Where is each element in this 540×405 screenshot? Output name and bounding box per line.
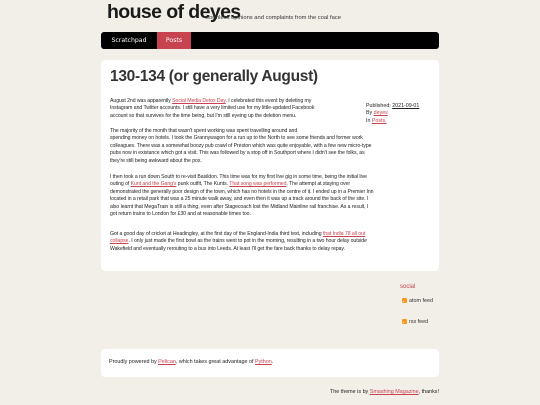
category-link[interactable]: Posts. (371, 117, 387, 124)
text-segment: . (271, 359, 274, 365)
feed-icon (402, 319, 407, 324)
text-line: located in a retail park that was a 25 minute walk away, and even then it was up a track around the back of the site. I (110, 196, 369, 203)
india-78-all-out-link[interactable]: that India 78 all out (322, 231, 366, 237)
text-segment: , which takes great advantage of (175, 359, 255, 365)
text-line: colleagues. There was a somewhat boozy pub crawl of Preston which was quite enjoyable, with a few new micro-type (110, 142, 372, 149)
text-segment: August 2nd was apparently (110, 98, 173, 104)
powered-by-text (109, 359, 273, 365)
in-label: In (366, 117, 371, 124)
text-segment: , thanks! (418, 389, 439, 395)
text-line (110, 231, 367, 238)
text-line: also learnt that MegaTrain is still a thing, even after Stagecoach lost the Midland Mainline rail franchise. As a result, I (110, 203, 369, 210)
python-link[interactable]: Python (254, 359, 272, 365)
category-line (366, 118, 419, 125)
published-date: 2021-09-01 (392, 103, 420, 109)
text-segment: punk outfit, The Kunts. (176, 181, 230, 188)
text-segment: Got a good day of cricket at Headingley, at the first day of the England-India third test, including (110, 231, 323, 237)
nav-item-posts[interactable]: Posts (157, 32, 191, 49)
paragraph-2 (110, 128, 371, 165)
text-segment: Proudly powered by (109, 359, 159, 365)
text-line: I then took a run down South to re-visit Basildon. This time was for my first live gig in some time, being the initial live (110, 174, 367, 180)
author-line (366, 110, 419, 117)
paragraph-1 (110, 98, 314, 120)
text-line: got return trains to London for £30 and at reasonable times too. (110, 211, 251, 218)
pelican-link[interactable]: Pelican (158, 359, 176, 365)
rss-feed-link[interactable] (402, 319, 428, 325)
site-tagline: worthless opinions and complaints from the coal face (205, 15, 341, 21)
social-heading: social (400, 284, 416, 290)
site-header (101, 0, 439, 32)
collapse-link[interactable]: collapse (110, 238, 129, 245)
nav-item-scratchpad[interactable]: Scratchpad (111, 37, 147, 44)
rss-feed-label: rss feed (409, 319, 429, 325)
paragraph-3 (110, 174, 373, 218)
social-media-detox-link[interactable]: Social Media Detox Day (172, 98, 226, 104)
published-label: Published: (366, 103, 391, 109)
text-line (110, 181, 373, 188)
main-nav (101, 32, 439, 49)
article-title[interactable]: 130-134 (or generally August) (110, 68, 318, 85)
text-segment: . The attempt at staying over (286, 181, 351, 188)
feed-icon (402, 298, 407, 303)
text-segment: The theme is by (329, 389, 370, 395)
by-label: By (366, 110, 373, 117)
text-line: Instagram and Twitter accounts. I still have a very limited use for my little-updated Facebook (110, 105, 315, 112)
text-line: they're still being awkward about the pox. (110, 157, 202, 164)
theme-credit (330, 389, 439, 395)
atom-feed-link[interactable] (402, 298, 433, 304)
text-line: spending money on hotels. I took the Grannywagon for a run up to the North to see some friends and former work (110, 135, 363, 142)
text-segment: . I celebrated this event by deleting my (225, 98, 312, 104)
paragraph-4 (110, 231, 367, 253)
smashing-magazine-link[interactable]: Smashing Magazine (369, 389, 419, 395)
published-line (366, 103, 419, 110)
text-line: The majority of the month that wasn't spent working was spent travelling around and (110, 128, 298, 134)
text-line: account so that survives for the time being, but I'm still eyeing up the deletion menu. (110, 112, 297, 119)
article-meta (366, 103, 419, 125)
song-performed-link[interactable]: That song was performed (229, 181, 287, 188)
text-segment: outing of (110, 181, 131, 188)
article-card (101, 60, 439, 271)
text-line (110, 98, 314, 105)
footer-box (101, 349, 439, 377)
atom-feed-label: atom feed (409, 298, 433, 304)
text-line: pubs now in existance which got a visit. This was followed by a stop off in Southport where I didn't see the folks, as (110, 150, 365, 157)
text-line: Wakefield and eventually rerouting to a bus into Leeds. At least I'll get the fare back thanks to delay repay. (110, 245, 345, 252)
author-link[interactable]: deyes (373, 110, 388, 117)
kunt-and-the-gang-link[interactable]: Kunt and the Gang's (130, 181, 177, 188)
site-title[interactable]: house of deyes (107, 1, 241, 23)
text-segment: . I only just made the first bowl as the trains went to pot in the morning, resulting in a two hour delay outside (128, 238, 367, 245)
text-line (110, 238, 367, 245)
text-line: demonstrated the generally poor design of the town, which has no hotels in the centre of it. I ended up in a Premier Inn (110, 188, 374, 195)
